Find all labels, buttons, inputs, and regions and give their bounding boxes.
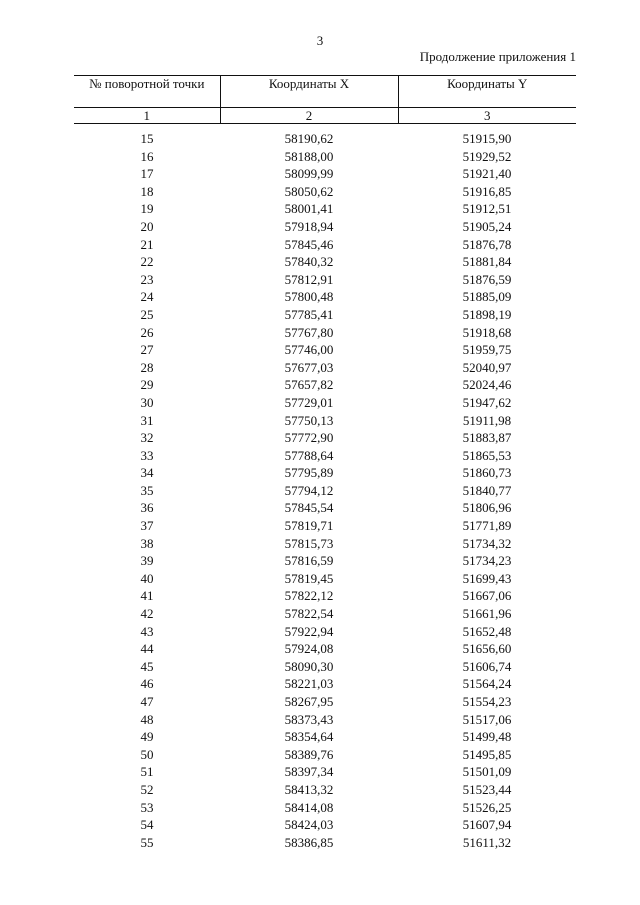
coordinate-y-cell: 51611,32	[462, 834, 512, 850]
point-number-cell: 27	[140, 342, 154, 358]
coordinate-x-cell: 58373,43	[284, 711, 334, 727]
coordinate-x-cell: 57819,45	[284, 570, 334, 586]
header-coordinate-x: Координаты X	[220, 76, 398, 108]
coordinate-y-cell: 51865,53	[462, 447, 512, 463]
coordinate-x-cell: 57918,94	[284, 218, 334, 234]
point-number-cell: 33	[140, 447, 154, 463]
coordinate-y-cell: 51606,74	[462, 658, 512, 674]
coordinate-x-cell: 58424,03	[284, 817, 334, 833]
coordinate-y-cell: 51652,48	[462, 623, 512, 639]
point-number-cell: 26	[140, 324, 154, 340]
coordinate-y-cell: 51734,23	[462, 553, 512, 569]
coordinate-y-cell: 51734,32	[462, 535, 512, 551]
coordinate-x-cell: 57772,90	[284, 430, 334, 446]
coordinate-y-cell: 51885,09	[462, 289, 512, 305]
table-row	[74, 711, 576, 729]
table-row	[74, 394, 576, 412]
point-number-cell: 40	[140, 570, 154, 586]
coordinate-y-cell: 51501,09	[462, 764, 512, 780]
appendix-continuation-label: Продолжение приложения 1	[419, 49, 576, 64]
coordinate-y-cell: 51526,25	[462, 799, 512, 815]
coordinate-x-cell: 58099,99	[284, 166, 334, 182]
coordinate-x-cell: 57845,54	[284, 500, 334, 516]
table-row	[74, 640, 576, 658]
table-row	[74, 799, 576, 817]
table-row	[74, 605, 576, 623]
point-number-cell: 25	[140, 306, 154, 322]
point-number-cell: 35	[140, 482, 154, 498]
table-row	[74, 587, 576, 605]
table-row	[74, 288, 576, 306]
point-number-cell: 29	[140, 377, 154, 393]
table-row	[74, 535, 576, 553]
coordinate-x-cell: 58397,34	[284, 764, 334, 780]
coordinate-x-cell: 57819,71	[284, 518, 334, 534]
table-row	[74, 675, 576, 693]
coordinate-y-cell: 51876,78	[462, 236, 512, 252]
table-row	[74, 271, 576, 289]
column-number-row	[74, 108, 576, 124]
point-number-cell: 39	[140, 553, 154, 569]
coordinate-y-cell: 51915,90	[462, 131, 512, 146]
coordinate-y-cell: 51499,48	[462, 729, 512, 745]
point-number-cell: 28	[140, 359, 154, 375]
coordinate-x-cell: 58413,32	[284, 781, 334, 797]
coordinate-y-cell: 51898,19	[462, 306, 512, 322]
table-row	[74, 693, 576, 711]
coordinate-x-cell: 57800,48	[284, 289, 334, 305]
coordinate-y-cell: 51554,23	[462, 694, 512, 709]
table-row	[74, 218, 576, 236]
coordinate-y-cell: 51921,40	[462, 166, 512, 182]
coordinate-y-cell: 51905,24	[462, 218, 512, 234]
table-row	[74, 763, 576, 781]
coordinate-x-cell: 58221,03	[284, 676, 334, 692]
table-row	[74, 781, 576, 799]
point-number-cell: 22	[140, 254, 154, 270]
point-number-cell: 17	[140, 166, 154, 182]
coordinate-x-cell: 57750,13	[284, 412, 334, 428]
coordinate-y-cell: 51947,62	[462, 394, 512, 410]
point-number-cell: 24	[140, 289, 154, 305]
coordinate-x-cell: 57815,73	[284, 535, 334, 551]
table-body	[74, 124, 576, 852]
coordinate-y-cell: 51860,73	[462, 465, 512, 481]
coordinate-y-cell: 51840,77	[462, 482, 512, 498]
table-row	[74, 429, 576, 447]
table-row	[74, 623, 576, 641]
coordinate-y-cell: 51929,52	[462, 148, 512, 164]
point-number-cell: 51	[140, 764, 154, 780]
header-point-number: № поворотной точки	[74, 76, 220, 108]
table-row	[74, 816, 576, 834]
point-number-cell: 45	[140, 658, 154, 674]
table-row	[74, 324, 576, 342]
coordinates-table	[74, 75, 576, 851]
page-number: 3	[316, 33, 324, 48]
table-row	[74, 464, 576, 482]
coordinate-y-cell: 51517,06	[462, 711, 512, 727]
coordinate-y-cell: 51959,75	[462, 342, 512, 358]
coordinate-y-cell: 51607,94	[462, 817, 512, 833]
coordinate-x-cell: 58354,64	[284, 729, 334, 745]
point-number-cell: 34	[140, 465, 154, 481]
table-row	[74, 447, 576, 465]
point-number-cell: 47	[140, 694, 154, 709]
coordinate-y-cell: 51771,89	[462, 518, 512, 534]
coordinate-y-cell: 51876,59	[462, 271, 512, 287]
table-row	[74, 148, 576, 166]
point-number-cell: 16	[140, 148, 154, 164]
coordinate-x-cell: 57677,03	[284, 359, 334, 375]
point-number-cell: 32	[140, 430, 154, 446]
point-number-cell: 38	[140, 535, 154, 551]
table-row	[74, 570, 576, 588]
point-number-cell: 49	[140, 729, 154, 745]
table-row	[74, 728, 576, 746]
point-number-cell: 41	[140, 588, 154, 604]
point-number-cell: 44	[140, 641, 154, 657]
point-number-cell: 52	[140, 781, 154, 797]
header-coordinate-y: Координаты Y	[398, 76, 576, 108]
coordinate-x-cell: 57922,94	[284, 623, 334, 639]
coordinate-y-cell: 52024,46	[462, 377, 512, 393]
table-row	[74, 341, 576, 359]
point-number-cell: 19	[140, 201, 154, 217]
table-row	[74, 658, 576, 676]
table-row	[74, 552, 576, 570]
table-row	[74, 200, 576, 218]
point-number-cell: 46	[140, 676, 154, 692]
table-row	[74, 412, 576, 430]
table-row	[74, 183, 576, 201]
coordinate-y-cell: 51918,68	[462, 324, 512, 340]
coordinate-y-cell: 51667,06	[462, 588, 512, 604]
coordinate-x-cell: 58188,00	[284, 148, 334, 164]
point-number-cell: 55	[140, 834, 154, 850]
coordinate-x-cell: 57822,54	[284, 606, 334, 622]
point-number-cell: 23	[140, 271, 154, 287]
point-number-cell: 48	[140, 711, 154, 727]
point-number-cell: 21	[140, 236, 154, 252]
coordinate-x-cell: 57794,12	[284, 482, 334, 498]
coordinate-y-cell: 51883,87	[462, 430, 512, 446]
point-number-cell: 54	[140, 817, 154, 833]
coordinate-x-cell: 58414,08	[284, 799, 334, 815]
table-row	[74, 253, 576, 271]
point-number-cell: 20	[140, 218, 154, 234]
coordinate-y-cell: 51916,85	[462, 183, 512, 199]
coordinate-y-cell: 51806,96	[462, 500, 512, 516]
header-row	[74, 76, 576, 108]
coordinate-x-cell: 57840,32	[284, 254, 334, 270]
coordinate-x-cell: 58190,62	[284, 131, 334, 146]
point-number-cell: 53	[140, 799, 154, 815]
table-row	[74, 165, 576, 183]
coordinate-y-cell: 51661,96	[462, 606, 512, 622]
coordinate-x-cell: 57924,08	[284, 641, 334, 657]
coordinate-y-cell: 51699,43	[462, 570, 512, 586]
table-row	[74, 499, 576, 517]
table-row	[74, 236, 576, 254]
coordinate-x-cell: 57812,91	[284, 271, 334, 287]
table-row	[74, 124, 576, 148]
table-row	[74, 376, 576, 394]
coordinate-y-cell: 51912,51	[462, 201, 512, 217]
coordinate-x-cell: 57816,59	[284, 553, 334, 569]
column-number-1: 1	[74, 108, 220, 124]
coordinate-x-cell: 58050,62	[284, 183, 334, 199]
coordinate-x-cell: 57788,64	[284, 447, 334, 463]
coordinate-x-cell: 57657,82	[284, 377, 334, 393]
column-number-2: 2	[220, 108, 398, 124]
coordinate-y-cell: 52040,97	[462, 359, 512, 375]
point-number-cell: 31	[140, 412, 154, 428]
point-number-cell: 37	[140, 518, 154, 534]
coordinate-y-cell: 51564,24	[462, 676, 512, 692]
point-number-cell: 15	[140, 131, 154, 146]
coordinate-y-cell: 51656,60	[462, 641, 512, 657]
coordinate-x-cell: 58386,85	[284, 834, 334, 850]
column-number-3: 3	[398, 108, 576, 124]
coordinate-x-cell: 58090,30	[284, 658, 334, 674]
table-row	[74, 746, 576, 764]
coordinate-x-cell: 57795,89	[284, 465, 334, 481]
point-number-cell: 18	[140, 183, 154, 199]
coordinate-x-cell: 57729,01	[284, 394, 334, 410]
point-number-cell: 36	[140, 500, 154, 516]
point-number-cell: 43	[140, 623, 154, 639]
coordinate-x-cell: 58389,76	[284, 746, 334, 762]
coordinate-y-cell: 51495,85	[462, 746, 512, 762]
point-number-cell: 42	[140, 606, 154, 622]
table-row	[74, 482, 576, 500]
table-row	[74, 359, 576, 377]
coordinate-y-cell: 51911,98	[462, 412, 512, 428]
table-row	[74, 834, 576, 852]
coordinate-x-cell: 57785,41	[284, 306, 334, 322]
coordinate-x-cell: 57822,12	[284, 588, 334, 604]
coordinate-x-cell: 57845,46	[284, 236, 334, 252]
coordinate-x-cell: 58267,95	[284, 694, 334, 709]
table-row	[74, 306, 576, 324]
point-number-cell: 30	[140, 394, 154, 410]
coordinate-x-cell: 58001,41	[284, 201, 334, 217]
coordinate-x-cell: 57746,00	[284, 342, 334, 358]
table-row	[74, 517, 576, 535]
coordinate-y-cell: 51881,84	[462, 254, 512, 270]
coordinate-x-cell: 57767,80	[284, 324, 334, 340]
coordinate-y-cell: 51523,44	[462, 781, 512, 797]
point-number-cell: 50	[140, 746, 154, 762]
